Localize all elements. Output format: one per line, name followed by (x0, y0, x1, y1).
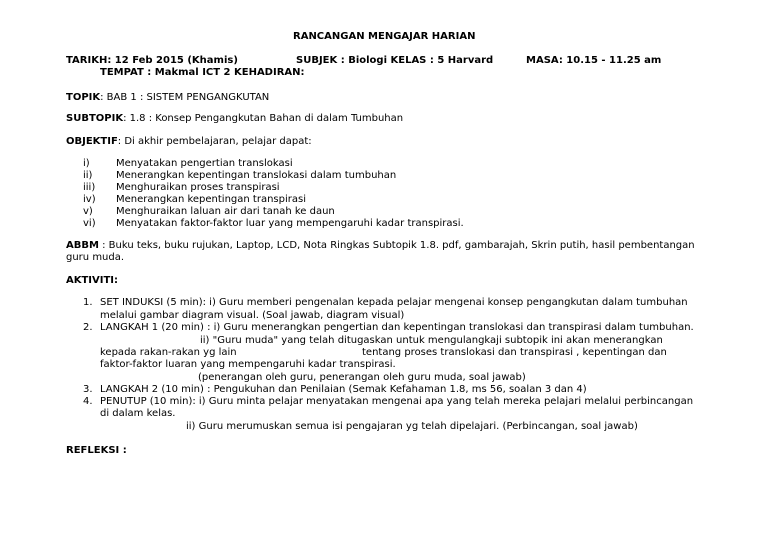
activity-text: melalui gambar diagram visual. (Soal jawab, diagram visual) (100, 310, 405, 321)
objective-num: v) (83, 206, 93, 217)
objective-line (66, 136, 312, 148)
activity-text: faktor-faktor luaran yang mempengaruhi kadar transpirasi. (100, 359, 396, 370)
activity-num: 1. (83, 297, 93, 308)
topic-line (66, 92, 269, 104)
topic-value: : BAB 1 : SISTEM PENGANGKUTAN (100, 92, 270, 103)
objective-item: Menyatakan pengertian translokasi (116, 158, 293, 169)
activities-heading: AKTIVITI: (66, 275, 119, 286)
activity-text: tentang proses translokasi dan transpirasi , kepentingan dan (362, 347, 667, 358)
objective-item: Menerangkan kepentingan translokasi dalam tumbuhan (116, 170, 397, 181)
objective-value: : Di akhir pembelajaran, pelajar dapat: (117, 136, 312, 147)
activity-text: SET INDUKSI (5 min): i) Guru memberi pengenalan kepada pelajar mengenai konsep pengangkutan dalam tumbuhan (100, 297, 688, 308)
activity-text: (penerangan oleh guru, penerangan oleh guru muda, soal jawab) (198, 372, 526, 383)
materials-continuation: guru muda. (66, 252, 125, 263)
objective-item: Menghuraikan laluan air dari tanah ke daun (116, 206, 335, 217)
objective-num: ii) (83, 170, 93, 181)
document-title: RANCANGAN MENGAJAR HARIAN (293, 31, 476, 42)
objective-num: i) (83, 158, 90, 169)
reflection-heading: REFLEKSI : (66, 445, 127, 456)
activity-text: PENUTUP (10 min): i) Guru minta pelajar menyatakan mengenai apa yang telah mereka pelajari melalui perbincangan (100, 396, 694, 407)
activity-text: ii) "Guru muda" yang telah ditugaskan untuk mengulangkaji subtopik ini akan menerangkan (200, 335, 663, 346)
time-field: MASA: 10.15 - 11.25 am (526, 55, 662, 66)
activity-num: 2. (83, 322, 93, 333)
activity-text: ii) Guru merumuskan semua isi pengajaran yg telah dipelajari. (Perbincangan, soal jawab) (186, 421, 638, 432)
materials-line (66, 240, 695, 252)
objective-item: Menghuraikan proses transpirasi (116, 182, 280, 193)
objective-label: OBJEKTIF (66, 136, 118, 147)
subtopic-label: SUBTOPIK (66, 113, 124, 124)
activity-text: di dalam kelas. (100, 408, 176, 419)
objective-num: iii) (83, 182, 96, 193)
date-field: TARIKH: 12 Feb 2015 (Khamis) (66, 55, 238, 66)
subject-class-field: SUBJEK : Biologi KELAS : 5 Harvard (296, 55, 494, 66)
materials-label: ABBM (66, 240, 99, 251)
activity-text: LANGKAH 2 (10 min) : Pengukuhan dan Penilaian (Semak Kefahaman 1.8, ms 56, soalan 3 dan 4) (100, 384, 587, 395)
objective-item: Menyatakan faktor-faktor luar yang mempengaruhi kadar transpirasi. (116, 218, 464, 229)
activity-text: kepada rakan-rakan yg lain (100, 347, 237, 358)
materials-value: : Buku teks, buku rujukan, Laptop, LCD, Nota Ringkas Subtopik 1.8. pdf, gambarajah, Skrin putih, hasil pembentangan (98, 240, 695, 251)
subtopic-line (66, 113, 403, 125)
objective-item: Menerangkan kepentingan transpirasi (116, 194, 306, 205)
subtopic-value: : 1.8 : Konsep Pengangkutan Bahan di dalam Tumbuhan (123, 113, 404, 124)
objective-num: vi) (83, 218, 96, 229)
activity-num: 4. (83, 396, 93, 407)
venue-attendance-field: TEMPAT : Makmal ICT 2 KEHADIRAN: (100, 67, 305, 78)
topic-label: TOPIK (66, 92, 101, 103)
activity-num: 3. (83, 384, 93, 395)
activity-text: LANGKAH 1 (20 min) : i) Guru menerangkan pengertian dan kepentingan translokasi dan transpirasi dalam tumbuhan. (100, 322, 694, 333)
objective-num: iv) (83, 194, 96, 205)
